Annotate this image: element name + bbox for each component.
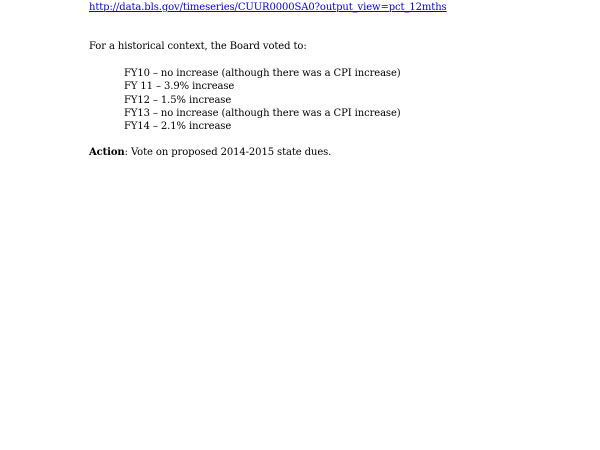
historical-context-text: For a historical context, the Board voted to:	[89, 41, 307, 52]
action-paragraph	[89, 146, 331, 159]
action-label: Action	[89, 147, 125, 158]
history-item-fy14: FY14 – 2.1% increase	[124, 121, 232, 133]
history-item-fy11: FY 11 – 3.9% increase	[124, 81, 235, 93]
history-item-fy10: FY10 – no increase (although there was a CPI increase)	[124, 68, 401, 79]
bls-cpi-link[interactable]: http://data.bls.gov/timeseries/CUUR0000SA0?output_view=pct_12mths	[89, 2, 447, 13]
fiscal-year-history-list	[124, 67, 401, 133]
history-item-fy12: FY12 – 1.5% increase	[124, 94, 232, 106]
history-item-fy13: FY13 – no increase (although there was a CPI increase)	[124, 107, 401, 119]
action-text: : Vote on proposed 2014-2015 state dues.	[124, 147, 332, 158]
